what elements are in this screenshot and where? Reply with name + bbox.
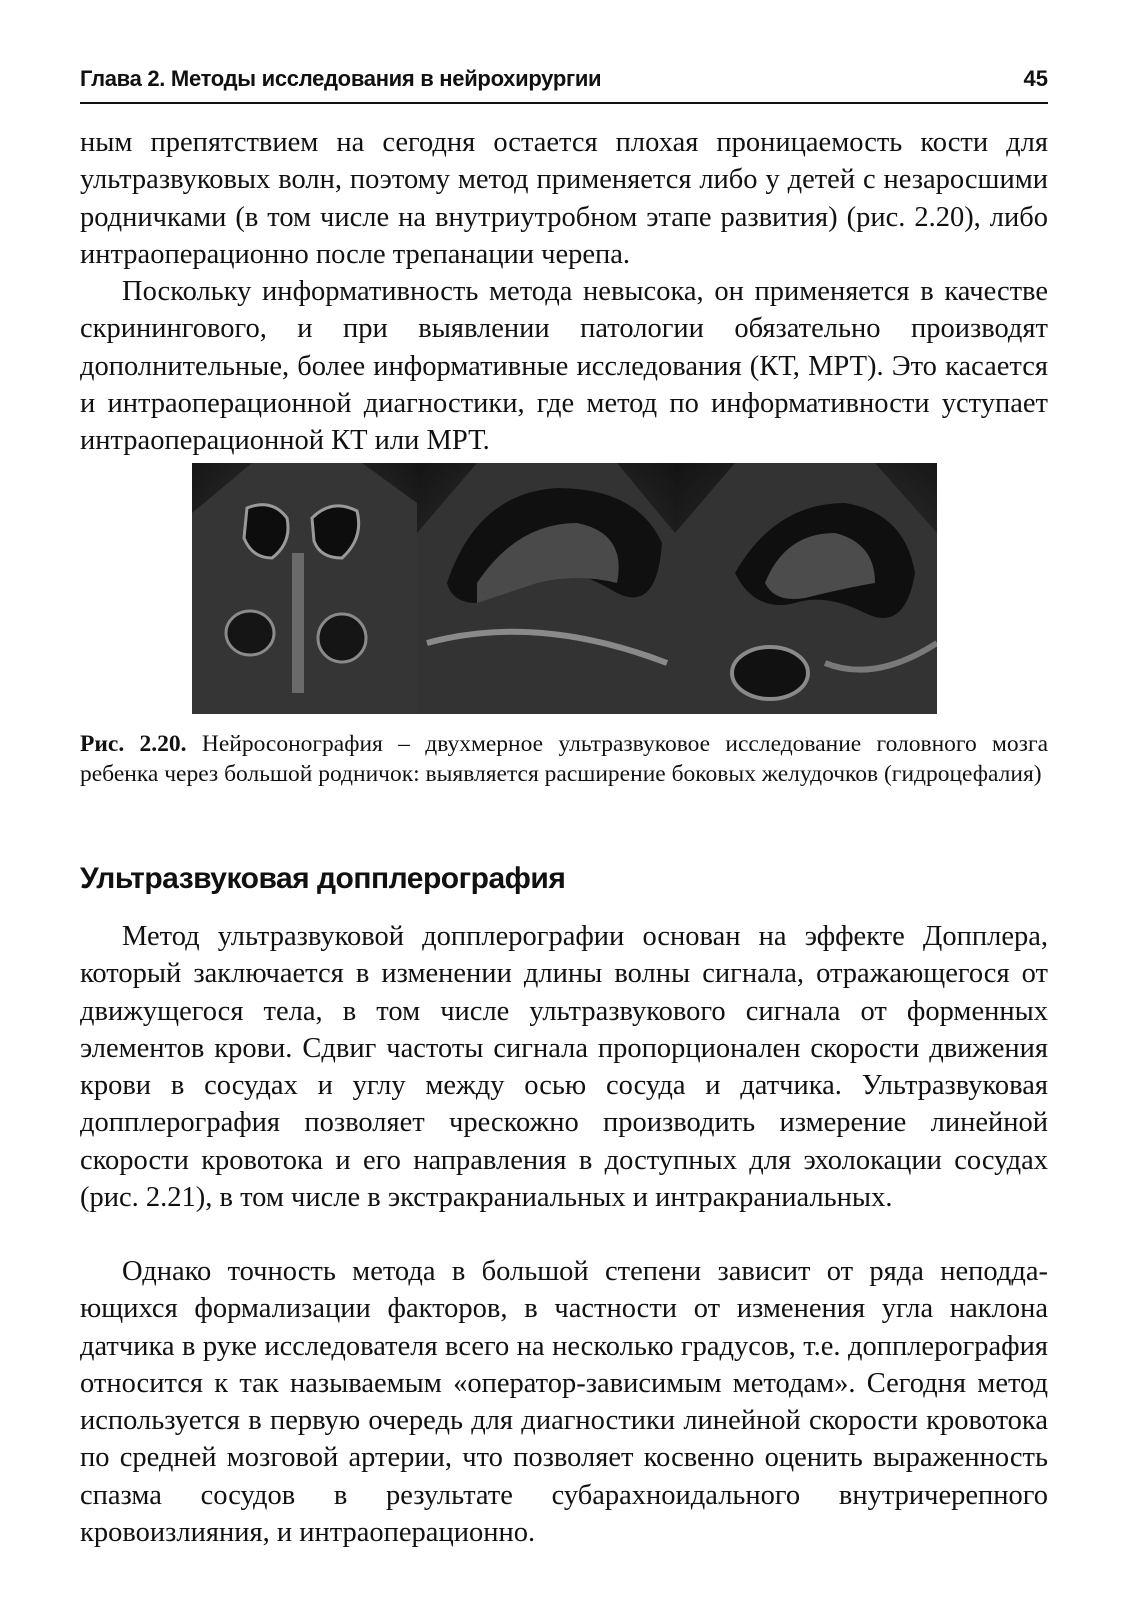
paragraph-3: Метод ультразвуковой допплерографии основан на эффекте Допплера, который заключается в изменении длины волны сигнала, отражающегося от движущегося тела, в том числе ультразвукового сигнала от форменных элементов крови. Сдвиг частоты сигнала пропорционален скорости движения крови в сосудах и углу между осью сосуда и датчика. Ультразвуковая допплерография позволяет чрескожно производить измерение линейной скорости кровотока и его направления в доступных для эхолокации сосудах (рис. 2.21), в том числе в экстракраниальных и интракраниальных. (80, 921, 1048, 1214)
figure-caption (80, 730, 1048, 789)
running-header (80, 62, 1048, 104)
paragraph-2: Поскольку информативность метода невысока, он применяется в качестве скринингового, и при выявлении патологии обязательно производят дополнительные, более информативные исследования (КТ, МРТ). Это касается и интраоперационной диагностики, где метод по информативности уступает интраоперационной КТ или МРТ. (80, 276, 1048, 457)
figure-caption-text: Нейросонография – двухмерное ультразвуковое исследование головного мозга ребенка через большой родничок: выявляется расширение боковых желудочков (гидроцефалия) (80, 731, 1049, 787)
sagittal-scan-image-2 (675, 463, 937, 714)
paragraph-1: ным препятствием на сегодня остается плохая проницаемость кости для ультразвуковых волн, поэтому метод применяется либо у детей с незаросшими родничками (в том числе на внутриутробном этапе развития) (рис. 2.20), либо интраоперационно после трепанации черепа. (80, 127, 1048, 270)
coronal-scan-image (192, 463, 417, 714)
chapter-title: Глава 2. Методы исследования в нейрохирургии (80, 66, 602, 91)
page-number: 45 (1023, 66, 1048, 91)
section-heading: Ультразвуковая допплерография (80, 862, 566, 895)
figure-label: Рис. 2.20. (80, 731, 187, 757)
paragraph-4: Однако точность метода в большой степени зависит от ряда неподдающихся формализации факторов, в частности от изменения угла наклона датчика в руке исследователя всего на несколько градусов, т.е. допплерография относится к так называемым «оператор-зависимым методам». Сегодня метод используется в первую очередь для диагностики линейной скорости кровотока по средней мозговой артерии, что позволяет косвенно оценить выраженность спазма сосудов в результате субарахноидального внутричерепного кровоизлияния, и интраоперационно. (80, 1256, 1048, 1549)
ultrasound-figure (192, 463, 937, 714)
sagittal-scan-image-1 (417, 463, 675, 714)
